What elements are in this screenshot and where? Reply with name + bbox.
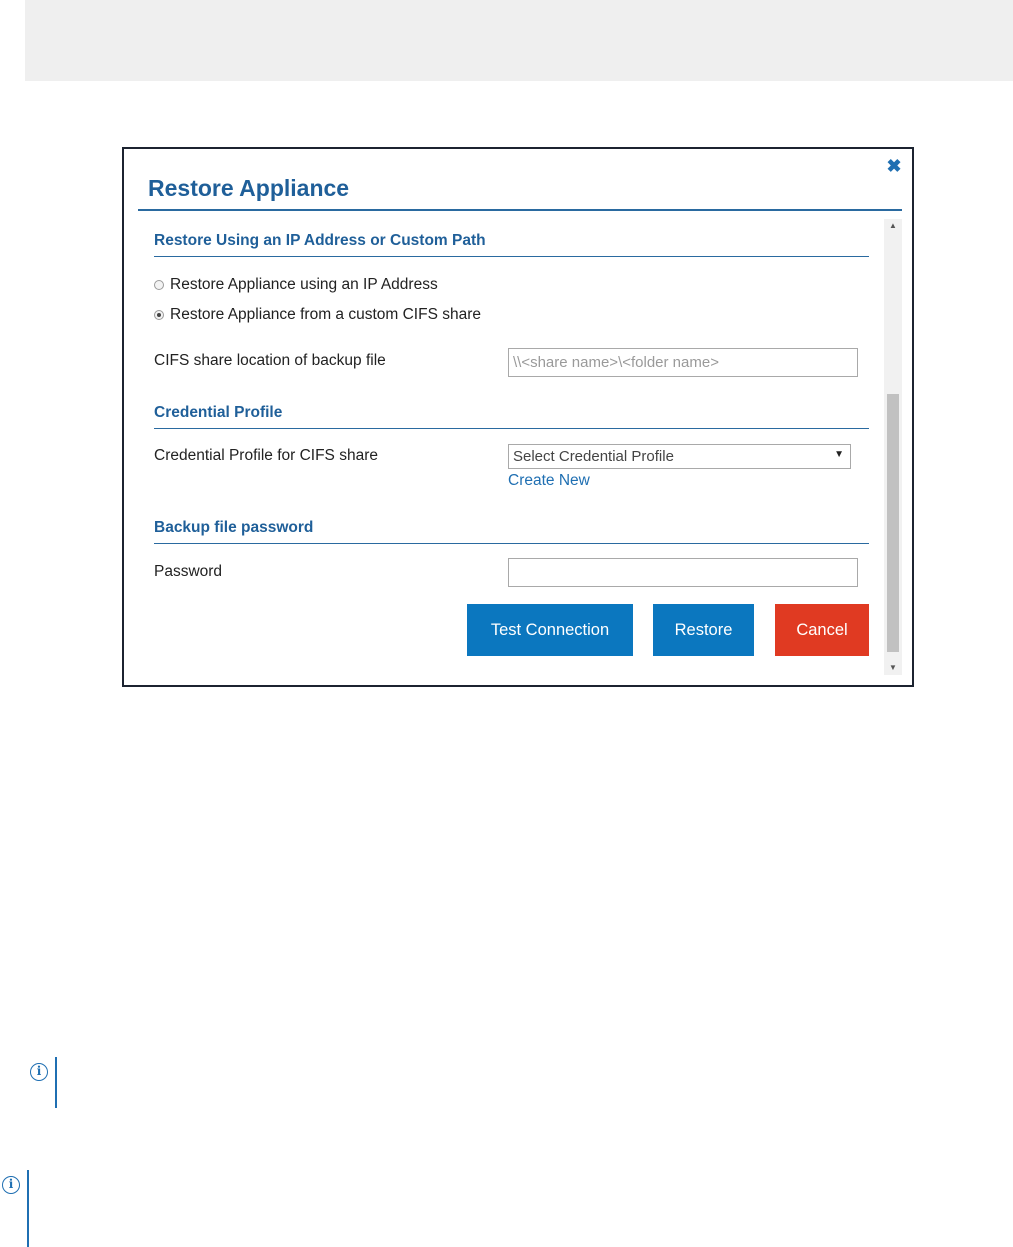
scroll-down-icon[interactable]: ▼ — [889, 663, 897, 672]
info-icon: i — [2, 1176, 20, 1194]
section-heading-credential: Credential Profile — [154, 404, 869, 429]
info-note-1 — [30, 1063, 48, 1081]
note-divider-1 — [55, 1057, 57, 1108]
vertical-scrollbar[interactable] — [884, 219, 902, 675]
scroll-up-icon[interactable]: ▲ — [889, 221, 897, 230]
top-gray-band — [25, 0, 1013, 81]
radio-row-cifs[interactable] — [154, 306, 481, 324]
note-divider-2 — [27, 1170, 29, 1247]
section-heading-ip-or-path: Restore Using an IP Address or Custom Path — [154, 232, 869, 257]
radio-cifs-label: Restore Appliance from a custom CIFS share — [170, 306, 481, 323]
password-label: Password — [154, 563, 223, 580]
credential-profile-select[interactable] — [508, 444, 851, 469]
radio-ip-label: Restore Appliance using an IP Address — [170, 276, 438, 293]
dialog-title: Restore Appliance — [148, 175, 350, 201]
credential-profile-label: Credential Profile for CIFS share — [154, 447, 378, 464]
radio-cifs-share[interactable] — [154, 310, 164, 320]
info-note-2 — [2, 1176, 20, 1194]
radio-ip-address[interactable] — [154, 280, 164, 290]
test-connection-button[interactable]: Test Connection — [467, 604, 633, 656]
section-heading-password: Backup file password — [154, 519, 869, 544]
password-input[interactable] — [508, 558, 858, 587]
create-new-link[interactable]: Create New — [508, 472, 590, 489]
radio-row-ip[interactable] — [154, 276, 438, 294]
cancel-button[interactable]: Cancel — [775, 604, 869, 656]
chevron-down-icon: ▼ — [834, 449, 844, 460]
close-icon[interactable]: ✖ — [886, 156, 902, 176]
info-icon: i — [30, 1063, 48, 1081]
cifs-location-input[interactable] — [508, 348, 858, 377]
credential-profile-selected: Select Credential Profile — [513, 448, 674, 465]
cifs-location-label: CIFS share location of backup file — [154, 352, 386, 369]
restore-button[interactable]: Restore — [653, 604, 754, 656]
dialog-scroll-area — [124, 211, 912, 685]
restore-appliance-dialog — [122, 147, 914, 687]
scrollbar-thumb[interactable] — [887, 394, 899, 652]
